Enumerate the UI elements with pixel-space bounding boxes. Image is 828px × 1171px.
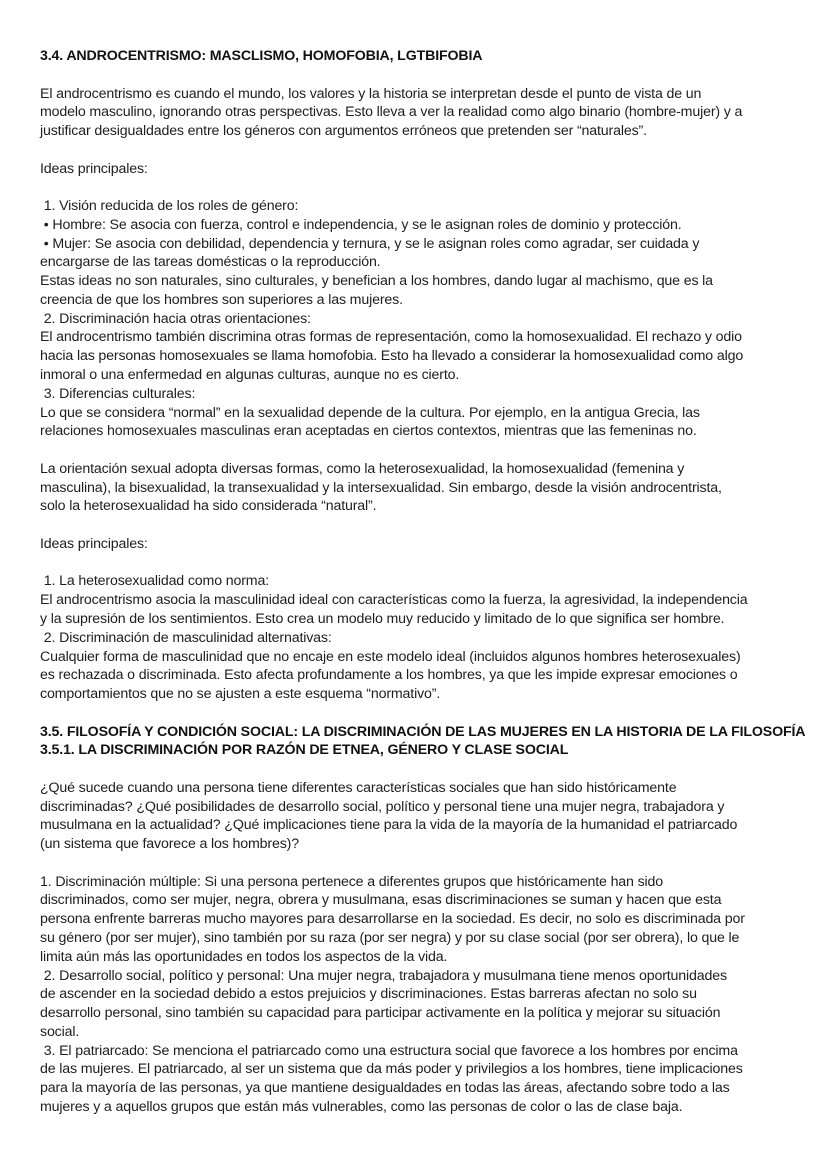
text-line: solo la heterosexualidad ha sido considerada “natural”. (40, 498, 377, 515)
text-line: Ideas principales: (40, 535, 148, 552)
text-line: encargarse de las tareas domésticas o la reproducción. (40, 254, 381, 271)
text-line: de ascender en la sociedad debido a estos prejuicios y discriminaciones. Estas barreras afectan no solo su (40, 986, 697, 1003)
section-heading: 3.5.1. LA DISCRIMINACIÓN POR RAZÓN DE ETNEA, GÉNERO Y CLASE SOCIAL (40, 742, 569, 759)
text-line: ¿Qué sucede cuando una persona tiene diferentes características sociales que han sido históricamente (40, 779, 677, 796)
text-line: Ideas principales: (40, 160, 148, 177)
text-line: modelo masculino, ignorando otras perspectivas. Esto lleva a ver la realidad como algo binario (hombre-mujer) y a (40, 104, 743, 121)
text-line: • Mujer: Se asocia con debilidad, dependencia y ternura, y se le asignan roles como agradar, ser cuidada y (40, 235, 700, 252)
blank-line (40, 141, 810, 160)
section-heading: 3.5. FILOSOFÍA Y CONDICIÓN SOCIAL: LA DISCRIMINACIÓN DE LAS MUJERES EN LA HISTORIA DE LA FILOSOFÍA (40, 723, 806, 740)
text-line: Lo que se considera “normal” en la sexualidad depende de la cultura. Por ejemplo, en la antigua Grecia, las (40, 404, 700, 421)
text-line: 1. Visión reducida de los roles de género: (40, 198, 299, 215)
text-line: desarrollo personal, sino también su capacidad para participar activamente en la política y mejorar su situación (40, 1005, 721, 1022)
text-line: su género (por ser mujer), sino también por su raza (por ser negra) y por su clase social (por ser obrera), lo que le (40, 929, 740, 946)
text-line: 2. Desarrollo social, político y personal: Una mujer negra, trabajadora y musulmana tiene menos oportunidades (40, 967, 727, 984)
blank-line (40, 760, 810, 779)
text-line: Estas ideas no son naturales, sino culturales, y benefician a los hombres, dando lugar al machismo, que es la (40, 273, 713, 290)
text-line: musulmana en la actualidad? ¿Qué implicaciones tiene para la vida de la mayoría de la humanidad el patriarcado (40, 817, 738, 834)
text-line: social. (40, 1023, 80, 1040)
text-line: creencia de que los hombres son superiores a las mujeres. (40, 291, 403, 308)
section-heading: 3.4. ANDROCENTRISMO: MASCLISMO, HOMOFOBIA, LGTBIFOBIA (40, 48, 483, 64)
text-line: inmoral o una enfermedad en algunas culturas, aunque no es cierto. (40, 367, 460, 384)
text-line: es rechazada o discriminada. Esto afecta profundamente a los hombres, ya que les impide expresar emociones o (40, 667, 738, 684)
text-line: discriminados, como ser mujer, negra, obrera y musulmana, esas discriminaciones se suman y hacen que esta (40, 892, 722, 909)
text-line: mujeres y a aquellos grupos que están más vulnerables, como las personas de color o las de clase baja. (40, 1098, 683, 1115)
blank-line (40, 854, 810, 873)
text-line: 3. Diferencias culturales: (40, 385, 196, 402)
text-line: de las mujeres. El patriarcado, al ser un sistema que da más poder y privilegios a los hombres, tiene implicaciones (40, 1061, 743, 1078)
text-line: 2. Discriminación de masculinidad alternativas: (40, 629, 332, 646)
text-line: La orientación sexual adopta diversas formas, como la heterosexualidad, la homosexualidad (femenina y (40, 460, 685, 477)
text-line: 1. La heterosexualidad como norma: (40, 573, 269, 590)
text-line: masculina), la bisexualidad, la transexualidad y la intersexualidad. Sin embargo, desde la visión androcentrista, (40, 479, 722, 496)
text-line: para la mayoría de las personas, ya que mantiene desigualdades en todas las áreas, afectando sobre todo a las (40, 1080, 730, 1097)
text-line: relaciones homosexuales masculinas eran aceptadas en ciertos contextos, mientras que las femeninas no. (40, 423, 697, 440)
text-line: hacia las personas homosexuales se llama homofobia. Esto ha llevado a considerar la homosexualidad como algo (40, 348, 744, 365)
blank-line (40, 66, 810, 85)
text-line: comportamientos que no se ajusten a este esquema “normativo”. (40, 686, 441, 703)
text-line: 1. Discriminación múltiple: Si una persona pertenece a diferentes grupos que históricamente han sido (40, 873, 664, 890)
blank-line (40, 554, 810, 573)
text-line: (un sistema que favorece a los hombres)? (40, 836, 299, 853)
text-line: discriminadas? ¿Qué posibilidades de desarrollo social, político y personal tiene una mujer negra, trabajadora y (40, 798, 725, 815)
text-line: 2. Discriminación hacia otras orientaciones: (40, 310, 311, 327)
blank-line (40, 178, 810, 197)
blank-line (40, 704, 810, 723)
blank-line (40, 516, 810, 535)
text-line: El androcentrismo también discrimina otras formas de representación, como la homosexualidad. El rechazo y odio (40, 329, 742, 346)
text-line: justificar desigualdades entre los géneros con argumentos erróneos que pretenden ser “naturales”. (40, 123, 647, 140)
text-line: limita aún más las oportunidades en todos los aspectos de la vida. (40, 948, 448, 965)
document-page (40, 47, 810, 1117)
text-line: • Hombre: Se asocia con fuerza, control e independencia, y se le asignan roles de dominio y protección. (40, 216, 682, 233)
text-line: Cualquier forma de masculinidad que no encaje en este modelo ideal (incluidos algunos hombres heterosexuales) (40, 648, 741, 665)
text-line: y la supresión de los sentimientos. Esto crea un modelo muy reducido y limitado de lo que significa ser hombre. (40, 610, 725, 627)
text-line: 3. El patriarcado: Se menciona el patriarcado como una estructura social que favorece a los hombres por encima (40, 1042, 738, 1059)
blank-line (40, 441, 810, 460)
text-line: El androcentrismo asocia la masculinidad ideal con características como la fuerza, la agresividad, la independencia (40, 592, 748, 609)
text-line: El androcentrismo es cuando el mundo, los valores y la historia se interpretan desde el punto de vista de un (40, 85, 702, 102)
text-line: persona enfrente barreras mucho mayores para desarrollarse en la sociedad. Es decir, no solo es discriminada por (40, 911, 745, 928)
